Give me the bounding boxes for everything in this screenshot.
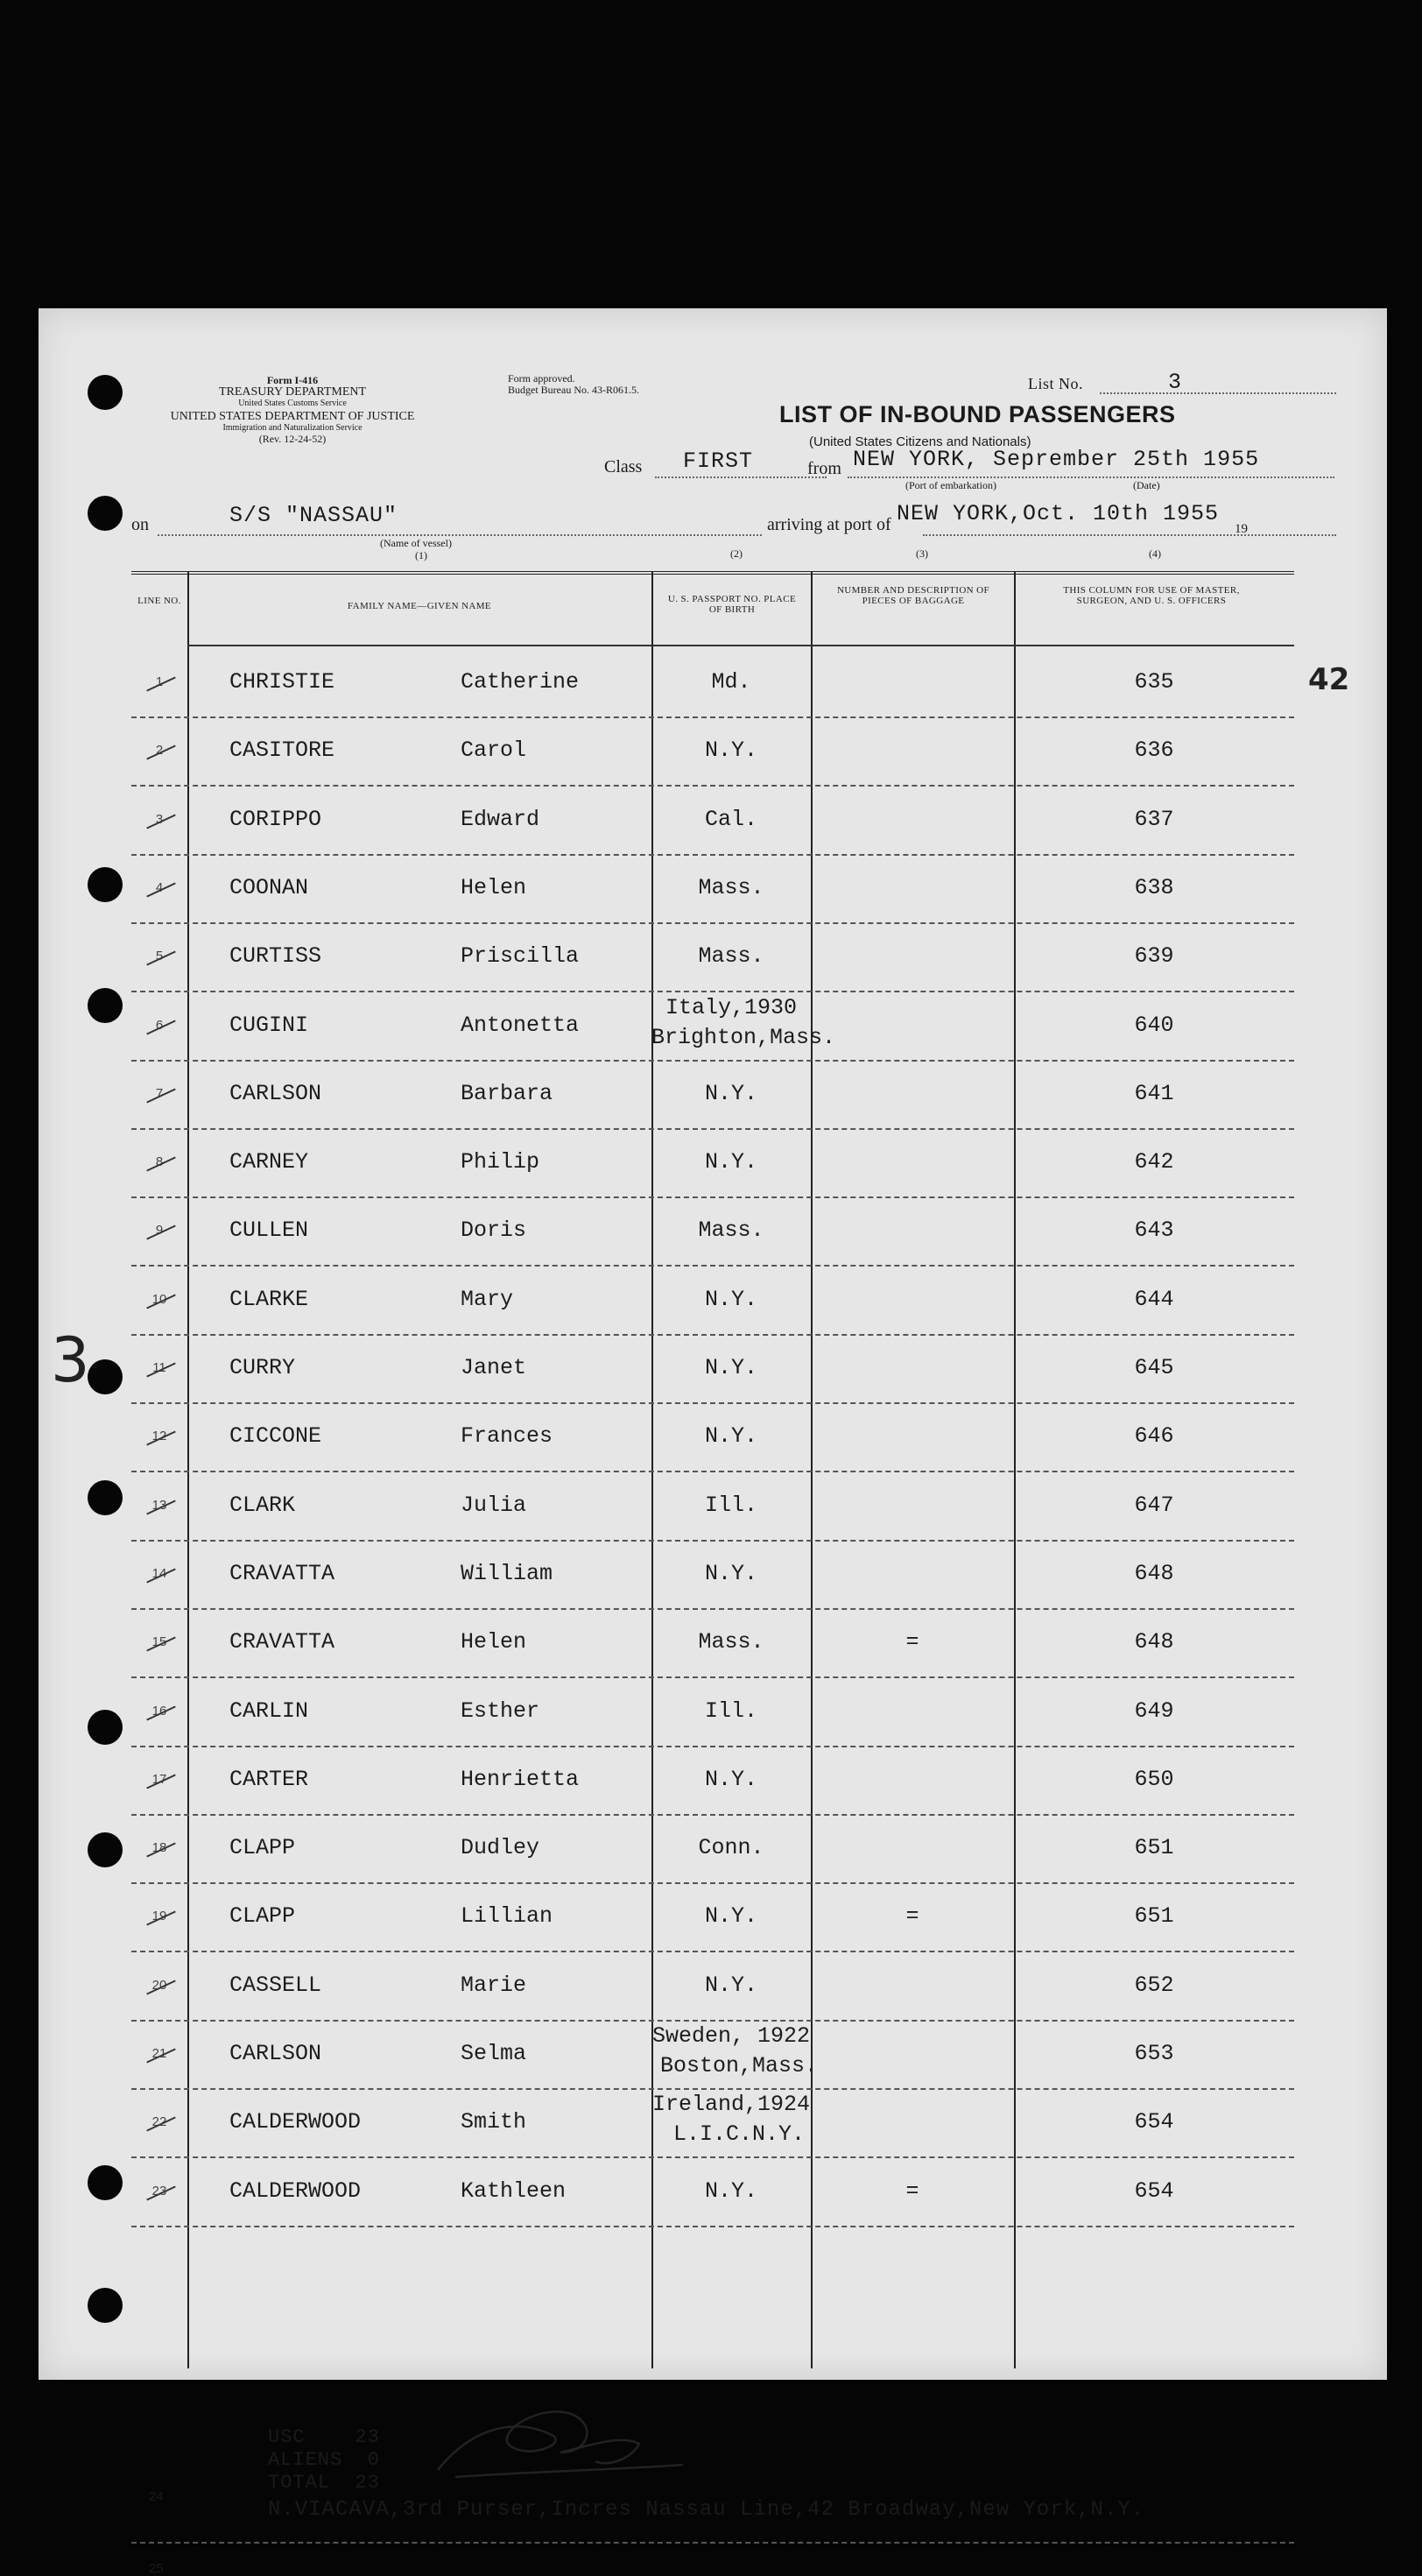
- officer-number: 645: [1134, 1355, 1174, 1380]
- vessel-value: S/S "NASSAU": [229, 503, 398, 528]
- revision-date: (Rev. 12-24-52): [258, 433, 327, 445]
- place-of-birth: N.Y.: [704, 1286, 757, 1312]
- header-baggage: NUMBER AND DESCRIPTION OF PIECES OF BAGGAGE: [836, 585, 990, 606]
- col-number-3: (3): [916, 547, 928, 560]
- family-name: CARTER: [229, 1766, 309, 1792]
- margin-handwritten-mark: 3: [51, 1324, 90, 1396]
- line-number: 20: [151, 1977, 167, 1993]
- class-label: Class: [604, 457, 643, 476]
- given-name: Selma: [461, 2041, 527, 2066]
- family-name: CURRY: [229, 1355, 296, 1380]
- place-of-birth: Mass.: [698, 874, 764, 900]
- line-number: 9: [155, 1223, 164, 1239]
- line-number-24: 24: [149, 2489, 164, 2504]
- line-number: 7: [155, 1085, 164, 1101]
- family-name: CARLSON: [229, 2041, 322, 2066]
- place-of-birth: N.Y.: [704, 1149, 757, 1175]
- vessel-label: (Name of vessel): [380, 537, 452, 549]
- usc-label: USC: [268, 2426, 306, 2448]
- place-of-birth: Italy,1930: [665, 994, 798, 1020]
- from-value: NEW YORK, Seprember 25th 1955: [853, 447, 1260, 472]
- approval-note: [508, 373, 639, 396]
- table-row: [131, 786, 1294, 856]
- family-name: COONAN: [229, 874, 309, 900]
- usc-count: [268, 2426, 380, 2495]
- family-name: CALDERWOOD: [229, 2109, 362, 2135]
- treasury-department: TREASURY DEPARTMENT: [218, 385, 367, 399]
- place-of-birth: Ill.: [704, 1697, 757, 1724]
- col-number-2: (2): [730, 547, 743, 560]
- table-row: [131, 1471, 1294, 1542]
- place-of-birth-line2: L.I.C.N.Y.: [672, 2121, 806, 2148]
- table-row: [131, 1128, 1294, 1198]
- officer-number: 636: [1134, 738, 1174, 764]
- officer-number: 651: [1134, 1903, 1174, 1930]
- family-name: CASITORE: [229, 738, 335, 764]
- passenger-table: [131, 571, 1294, 2576]
- officer-number: 651: [1134, 1835, 1174, 1861]
- given-name: Carol: [461, 738, 527, 764]
- family-name: CRAVATTA: [229, 1629, 335, 1655]
- header-officers: THIS COLUMN FOR USE OF MASTER, SURGEON, AND U. S. OFFICERS: [1063, 585, 1240, 606]
- given-name: Kathleen: [461, 2177, 567, 2204]
- given-name: Lillian: [461, 1903, 553, 1930]
- line-number: 11: [152, 1360, 166, 1375]
- place-of-birth: Conn.: [698, 1835, 764, 1861]
- family-name: CHRISTIE: [229, 669, 335, 695]
- place-of-birth: Sweden, 1922: [651, 2023, 811, 2049]
- officer-number: 644: [1134, 1286, 1174, 1312]
- header-line-no: LINE NO.: [137, 596, 181, 606]
- officer-number: 640: [1134, 1012, 1174, 1038]
- place-of-birth: N.Y.: [704, 1355, 757, 1380]
- line-number: 1: [155, 674, 164, 689]
- line-number: 4: [155, 879, 164, 895]
- form-number: Form I-416: [266, 374, 319, 386]
- line-number: 6: [155, 1017, 164, 1033]
- line-number: 16: [151, 1703, 167, 1719]
- table-row: [131, 1540, 1294, 1610]
- header-bottom-line: [187, 645, 1294, 646]
- punch-hole: [88, 867, 123, 902]
- given-name: Helen: [461, 874, 527, 900]
- officer-number: 642: [1134, 1149, 1174, 1175]
- baggage: =: [905, 2177, 919, 2204]
- form-header-left: [126, 375, 459, 445]
- line-number: 17: [151, 1771, 167, 1787]
- line-number: 14: [151, 1565, 167, 1581]
- line-number-25: 25: [149, 2561, 164, 2576]
- form-title: LIST OF IN-BOUND PASSENGERS: [779, 401, 1176, 427]
- officer-number: 648: [1134, 1629, 1174, 1655]
- officer-number: 643: [1134, 1217, 1174, 1244]
- place-of-birth: Ireland,1924: [651, 2092, 811, 2118]
- family-name: CLAPP: [229, 1835, 296, 1861]
- total-label: TOTAL: [268, 2472, 331, 2494]
- given-name: Esther: [461, 1697, 540, 1724]
- officer-number: 647: [1134, 1492, 1174, 1518]
- place-of-birth: N.Y.: [704, 1080, 757, 1106]
- line-number: 15: [151, 1634, 167, 1650]
- officer-number: 653: [1134, 2041, 1174, 2066]
- punch-hole: [88, 2165, 123, 2200]
- table-row: [131, 1677, 1294, 1747]
- arriving-dots: [923, 534, 1336, 536]
- officer-number: 637: [1134, 806, 1174, 832]
- table-row: [131, 1060, 1294, 1130]
- place-of-birth: N.Y.: [704, 1972, 757, 1998]
- officer-number: 646: [1134, 1423, 1174, 1450]
- family-name: CORIPPO: [229, 806, 322, 832]
- given-name: Henrietta: [461, 1766, 580, 1792]
- table-row: [131, 992, 1294, 1062]
- officer-number: 654: [1134, 2177, 1174, 2204]
- family-name: CARNEY: [229, 1149, 309, 1175]
- line-number: 10: [151, 1291, 167, 1307]
- purser-line: N.VIACAVA,3rd Purser,Incres Nassau Line,42 Broadway,New York,N.Y.: [268, 2498, 1145, 2522]
- manifest-sheet: [39, 308, 1387, 2576]
- date-label: (Date): [1133, 479, 1160, 491]
- table-row: [131, 854, 1294, 924]
- baggage: =: [905, 1629, 919, 1655]
- line-number: 23: [151, 2183, 167, 2198]
- place-of-birth: N.Y.: [704, 1560, 757, 1586]
- table-row: [131, 1951, 1294, 2022]
- given-name: Dudley: [461, 1835, 540, 1861]
- table-row: [131, 1402, 1294, 1472]
- table-row: [131, 1266, 1294, 1336]
- officer-number: 639: [1134, 943, 1174, 970]
- officer-number: 648: [1134, 1560, 1174, 1586]
- given-name: Smith: [461, 2109, 527, 2135]
- line-number: 13: [151, 1497, 167, 1513]
- family-name: CALDERWOOD: [229, 2177, 362, 2204]
- table-bottom-line: [131, 2542, 1294, 2544]
- given-name: Antonetta: [461, 1012, 580, 1038]
- place-of-birth: Mass.: [698, 943, 764, 970]
- table-row: [131, 1608, 1294, 1678]
- officer-number: 635: [1134, 669, 1174, 695]
- budget-bureau: Budget Bureau No. 43-R061.5.: [508, 384, 639, 396]
- officer-number: 650: [1134, 1766, 1174, 1792]
- given-name: Priscilla: [461, 943, 580, 970]
- punch-hole: [88, 1832, 123, 1867]
- vessel-col-number: (1): [415, 549, 427, 561]
- family-name: CLAPP: [229, 1903, 296, 1930]
- given-name: Frances: [461, 1423, 553, 1450]
- table-row: [131, 648, 1294, 718]
- officer-number: 641: [1134, 1080, 1174, 1106]
- line-number: 18: [151, 1840, 167, 1856]
- table-row: [131, 1814, 1294, 1884]
- given-name: Catherine: [461, 669, 580, 695]
- table-row: [131, 716, 1294, 787]
- arriving-value: NEW YORK,Oct. 10th 1955: [897, 501, 1220, 526]
- punch-hole: [88, 988, 123, 1023]
- place-of-birth: Mass.: [698, 1629, 764, 1655]
- immigration-service: Immigration and Naturalization Service: [222, 423, 363, 433]
- given-name: Philip: [461, 1149, 540, 1175]
- table-row: [131, 922, 1294, 992]
- form-subtitle: (United States Citizens and Nationals): [809, 434, 1031, 449]
- family-name: CULLEN: [229, 1217, 309, 1244]
- family-name: CURTISS: [229, 943, 322, 970]
- given-name: Mary: [461, 1286, 514, 1312]
- justice-department: UNITED STATES DEPARTMENT OF JUSTICE: [170, 410, 415, 423]
- punch-hole: [88, 2288, 123, 2323]
- total-value: 23: [355, 2472, 380, 2494]
- officer-number: 654: [1134, 2109, 1174, 2135]
- punch-hole: [88, 1710, 123, 1745]
- given-name: Edward: [461, 806, 540, 832]
- form-approved: Form approved.: [508, 372, 575, 385]
- officer-number: 638: [1134, 874, 1174, 900]
- given-name: Barbara: [461, 1080, 553, 1106]
- family-name: CLARK: [229, 1492, 296, 1518]
- table-top-border: [131, 571, 1294, 575]
- line-number: 5: [155, 949, 164, 964]
- table-row: [131, 2157, 1294, 2227]
- family-name: CASSELL: [229, 1972, 322, 1998]
- family-name: CARLSON: [229, 1080, 322, 1106]
- from-label: from: [807, 459, 841, 478]
- class-value: FIRST: [683, 448, 754, 474]
- col-number-4: (4): [1149, 547, 1161, 560]
- place-of-birth: Mass.: [698, 1217, 764, 1244]
- place-of-birth: N.Y.: [704, 738, 757, 764]
- place-of-birth: N.Y.: [704, 1903, 757, 1930]
- arriving-label: arriving at port of: [767, 515, 891, 534]
- header-passport: U. S. PASSPORT NO. PLACE OF BIRTH: [667, 594, 797, 615]
- given-name: Julia: [461, 1492, 527, 1518]
- place-of-birth: N.Y.: [704, 1423, 757, 1450]
- line-number: 3: [155, 811, 164, 827]
- given-name: Marie: [461, 1972, 527, 1998]
- given-name: Helen: [461, 1629, 527, 1655]
- year-suffix: 19: [1235, 522, 1248, 536]
- table-row: [131, 1196, 1294, 1267]
- list-no-dots: [1100, 392, 1336, 394]
- page-number: 42: [1308, 662, 1350, 697]
- family-name: CICCONE: [229, 1423, 322, 1450]
- usc-value: 23: [355, 2426, 380, 2448]
- officer-number: 649: [1134, 1697, 1174, 1724]
- customs-service: United States Customs Service: [238, 399, 347, 408]
- line-number: 2: [155, 743, 164, 759]
- table-row: [131, 2020, 1294, 2090]
- vessel-dots: [158, 534, 762, 536]
- table-row: [131, 2088, 1294, 2158]
- place-of-birth: N.Y.: [704, 2177, 757, 2204]
- family-name: CARLIN: [229, 1697, 309, 1724]
- aliens-label: ALIENS: [268, 2449, 343, 2471]
- table-row: [131, 1882, 1294, 1952]
- punch-hole: [88, 1359, 123, 1394]
- table-row: [131, 1334, 1294, 1404]
- line-number: 22: [151, 2114, 167, 2130]
- place-of-birth: Ill.: [704, 1492, 757, 1518]
- punch-hole: [88, 1480, 123, 1515]
- family-name: CLARKE: [229, 1286, 309, 1312]
- header-name: FAMILY NAME—GIVEN NAME: [347, 601, 492, 611]
- family-name: CUGINI: [229, 1012, 309, 1038]
- line-number: 8: [155, 1154, 164, 1170]
- baggage: =: [905, 1903, 919, 1930]
- place-of-birth-line2: Boston,Mass.: [659, 2053, 819, 2078]
- list-no-value: 3: [1168, 370, 1183, 395]
- place-of-birth: N.Y.: [704, 1766, 757, 1792]
- table-row: [131, 1746, 1294, 1816]
- line-number: 21: [151, 2046, 167, 2061]
- place-of-birth-line2: Brighton,Mass.: [651, 1024, 836, 1050]
- punch-hole: [88, 496, 123, 531]
- line-number: 12: [151, 1429, 167, 1444]
- officer-number: 652: [1134, 1972, 1174, 1998]
- line-number: 19: [151, 1909, 167, 1924]
- place-of-birth: Md.: [711, 669, 751, 695]
- place-of-birth: Cal.: [704, 806, 757, 832]
- from-dots: [848, 476, 1334, 478]
- class-dots: [655, 476, 827, 478]
- aliens-value: 0: [367, 2449, 380, 2471]
- punch-hole: [88, 375, 123, 410]
- given-name: William: [461, 1560, 553, 1586]
- given-name: Janet: [461, 1355, 527, 1380]
- on-label: on: [131, 515, 149, 534]
- list-no-label: List No.: [1028, 375, 1084, 392]
- family-name: CRAVATTA: [229, 1560, 335, 1586]
- purser-signature: [420, 2391, 700, 2488]
- given-name: Doris: [461, 1217, 527, 1244]
- port-embarkation-label: (Port of embarkation): [905, 479, 996, 491]
